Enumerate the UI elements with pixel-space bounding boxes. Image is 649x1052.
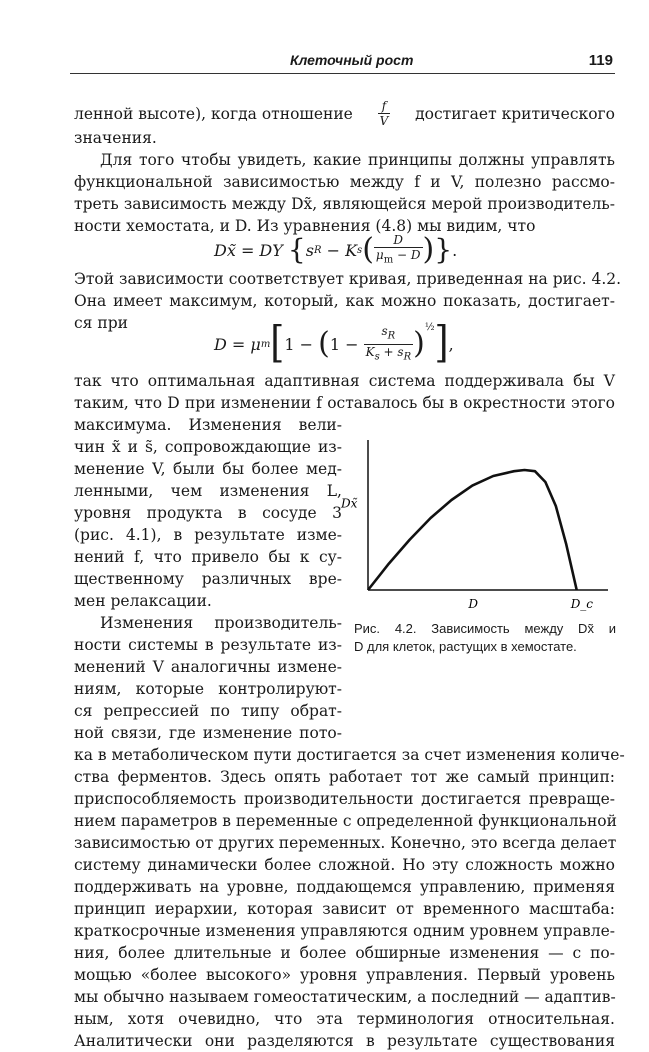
text-segment: ленной высоте), когда отношение — [74, 104, 353, 123]
paragraph-line: треть зависимость между Dx̃, являющейся мерой производитель- — [74, 195, 615, 213]
eq2-den-plus: + s — [383, 344, 404, 359]
paragraph-line: Этой зависимости соответствует кривая, приведенная на рис. 4.2. — [74, 270, 622, 288]
paragraph-line: мы обычно называем гомеостатическим, а последний — адаптив- — [74, 988, 616, 1006]
eq2-denominator — [364, 344, 414, 364]
paragraph-line: (рис. 4.1), в результате изме- — [74, 526, 342, 544]
eq2-one2: 1 − — [329, 334, 359, 354]
paragraph-line: систему динамически более сложной. Но эту сложность можно — [74, 856, 615, 874]
eq2-numerator — [379, 324, 397, 343]
fraction-f-over-V — [378, 99, 391, 128]
series-line — [368, 470, 577, 590]
eq2-one: 1 − — [284, 334, 314, 354]
paragraph-line: таким, что D при изменении f оставалось бы в окрестности этого — [74, 394, 615, 412]
paragraph-line: Она имеет максимум, который, как можно показать, достигает- — [74, 292, 615, 310]
eq2-bracket-close: ] — [434, 318, 449, 368]
paragraph-line: нений f, что привело бы к су- — [74, 548, 342, 566]
chart-svg — [335, 426, 625, 626]
paragraph-line: ным, хотя очевидно, что эта терминология относительная. — [74, 1010, 615, 1028]
paragraph-line: так что оптимальная адаптивная система поддерживала бы V — [74, 372, 615, 390]
paragraph-line: функциональной зависимостью между f и V, полезно рассмо- — [74, 173, 615, 191]
eq1-s: s — [305, 240, 314, 260]
eq1-paren-open: ( — [362, 232, 374, 267]
page-number: 119 — [588, 52, 613, 69]
paragraph-line: нием параметров в переменные с определенной функциональной — [74, 812, 617, 830]
running-header-title: Клеточный рост — [290, 52, 414, 68]
paragraph-line: ся при — [74, 314, 128, 332]
eq1-denominator — [374, 247, 423, 267]
paragraph-line: ности хемостата, и D. Из уравнения (4.8) мы видим, что — [74, 217, 536, 235]
eq2-den-sub1: s — [374, 350, 380, 362]
paragraph-line: ства ферментов. Здесь опять работает тот же самый принцип: — [74, 768, 615, 786]
eq1-brace-close: } — [434, 233, 453, 266]
fraction-numerator: f — [381, 99, 387, 113]
eq1-numerator: D — [393, 232, 404, 247]
paragraph-line: краткосрочные изменения управляются одним уровнем управле- — [74, 922, 615, 940]
x-tick-label: D — [468, 597, 478, 611]
eq2-comma: , — [448, 334, 454, 354]
eq1-sub-R: R — [313, 244, 322, 256]
paragraph-line: чин x̃ и s̃, сопровождающие из- — [74, 438, 342, 456]
paragraph-line: ности системы в результате из- — [74, 636, 342, 654]
paragraph-line: ся репрессией по типу обрат- — [74, 702, 342, 720]
eq2-paren-close: ) — [413, 326, 425, 361]
paragraph-line: Для того чтобы увидеть, какие принципы должны управлять — [100, 151, 615, 169]
paragraph-line: Изменения производитель- — [100, 614, 342, 632]
paragraph-line: принцип иерархии, которая зависит от временного масштаба: — [74, 900, 615, 918]
eq2-num-s: s — [381, 324, 388, 339]
text-segment: достигает критического — [415, 104, 615, 123]
paragraph-line: приспособляемость производительности достигается превраще- — [74, 790, 615, 808]
eq1-sub-s: s — [357, 244, 363, 256]
caption-line: Рис. 4.2. Зависимость между Dx̃ и — [354, 621, 616, 636]
paragraph-line: ния, более длительные и более обширные изменения — с по- — [74, 944, 615, 962]
figure-caption — [354, 620, 616, 656]
paragraph-line: мощью «более высокого» уровня управления. Первый уровень — [74, 966, 615, 984]
equation-2 — [214, 318, 454, 370]
eq1-fraction — [374, 233, 423, 267]
eq2-lhs: D = μ — [214, 334, 261, 354]
eq1-brace-open: { — [287, 233, 306, 266]
eq2-den-sub2: R — [403, 350, 412, 362]
paragraph-line: зависимостью от других переменных. Конечно, это всегда делает — [74, 834, 617, 852]
eq2-den-K: K — [365, 344, 375, 359]
paragraph-line: мен релаксации. — [74, 592, 212, 610]
eq2-lhs-sub: m — [260, 338, 271, 350]
fraction-denominator: V — [379, 114, 389, 128]
eq1-K: K — [345, 240, 358, 260]
eq1-lhs: Dx̃ = DY — [214, 240, 283, 260]
y-axis-label: Dx̃ — [341, 496, 358, 511]
eq2-bracket-open: [ — [270, 318, 285, 368]
eq2-paren-open: ( — [318, 326, 330, 361]
paragraph-line — [74, 99, 615, 128]
paragraph-line: поддерживать на уровне, поддающемся управлению, применяя — [74, 878, 615, 896]
paragraph-line: менений V аналогичны измене- — [74, 658, 342, 676]
paragraph-line: Аналитически они разделяются в результате существования — [74, 1032, 615, 1050]
paragraph-line: ниям, которые контролируют- — [74, 680, 342, 698]
eq1-mu-sub: m — [383, 254, 394, 266]
eq1-period: . — [452, 240, 458, 260]
paragraph-line: уровня продукта в сосуде 3 — [74, 504, 342, 522]
paragraph-line: максимума. Изменения вели- — [74, 416, 342, 434]
x-tick-label: D_c — [570, 597, 594, 611]
eq1-den-rest: − D — [397, 247, 421, 262]
caption-line: D для клеток, растущих в хемостате. — [354, 639, 577, 654]
eq2-power: ½ — [424, 322, 435, 333]
eq2-num-sub: R — [387, 330, 396, 342]
paragraph-line: менение V, были бы более мед- — [74, 460, 342, 478]
paragraph-line: щественному различных вре- — [74, 570, 342, 588]
eq1-mu: μ — [375, 247, 384, 262]
paragraph-line: ленными, чем изменения L, — [74, 482, 342, 500]
paragraph-line: ка в метаболическом пути достигается за счет изменения количе- — [74, 746, 625, 764]
header-rule — [70, 73, 615, 74]
paragraph-line: значения. — [74, 129, 157, 147]
equation-1 — [214, 226, 457, 274]
eq1-minus: − — [326, 240, 340, 260]
paragraph-line: ной связи, где изменение пото- — [74, 724, 342, 742]
eq2-fraction — [364, 324, 414, 364]
eq1-paren-close: ) — [422, 232, 435, 267]
figure-4-2 — [335, 426, 625, 626]
